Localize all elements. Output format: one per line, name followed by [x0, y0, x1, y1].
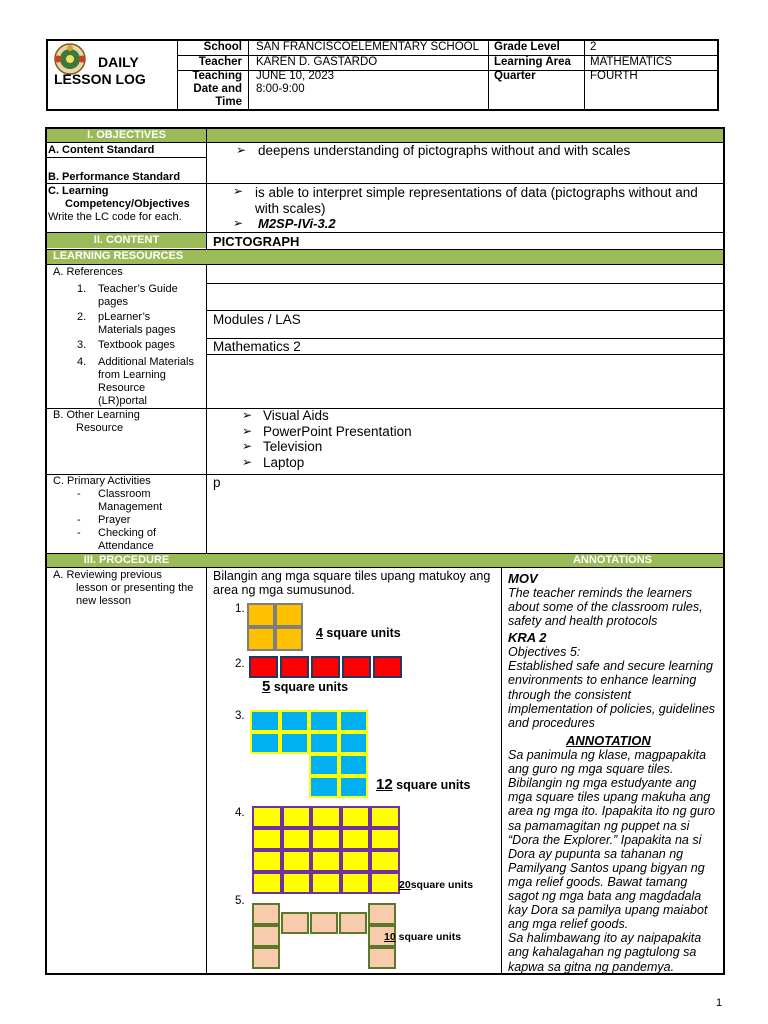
teaching-label-2: Date and	[193, 83, 242, 95]
instruction-1: Bilangin ang mga square tiles upang matukoy ang	[213, 569, 491, 583]
title-daily: DAILY	[98, 54, 139, 70]
competency-value-2: with scales)	[255, 201, 326, 216]
square-tile	[252, 850, 282, 872]
performance-standard-label: B. Performance Standard	[48, 171, 181, 183]
item-3-answer: 12 square units	[376, 776, 471, 793]
square-tile	[252, 903, 280, 925]
kra-text-6: and procedures	[508, 716, 595, 730]
bullet-arrow-icon: ➢	[233, 184, 244, 198]
square-tile	[341, 850, 371, 872]
other-label-2: Resource	[76, 422, 124, 434]
square-tile	[280, 656, 309, 678]
learning-area-label: Learning Area	[494, 56, 571, 68]
square-tile	[373, 656, 402, 678]
annotation-title: ANNOTATION	[566, 733, 651, 748]
annotation-text-11: sagot ng mga bata ang magdadala	[508, 889, 702, 903]
item-4-answer: 20square units	[399, 879, 474, 891]
other-item-1: Visual Aids	[263, 408, 329, 423]
square-tile	[252, 925, 280, 947]
square-tile	[339, 776, 369, 798]
item-4-num: 4.	[235, 807, 245, 819]
square-tile	[282, 850, 312, 872]
kra-text-1: Objectives 5:	[508, 645, 581, 659]
page-number: 1	[716, 997, 723, 1009]
square-tile	[247, 627, 275, 651]
learning-area-value: MATHEMATICS	[590, 56, 672, 68]
am-label-2: from Learning	[98, 369, 166, 381]
square-tile	[311, 872, 341, 894]
item-3-num: 3.	[235, 710, 245, 722]
lm-label-1: pLearner’s	[98, 311, 151, 323]
tg-label-1: Teacher’s Guide	[98, 283, 178, 295]
mov-text-3: safety and health protocols	[508, 614, 658, 628]
learning-resources-heading: LEARNING RESOURCES	[53, 250, 184, 262]
lm-label-2: Materials pages	[98, 324, 176, 336]
bullet-arrow-icon: ➢	[242, 424, 253, 438]
square-tile	[309, 710, 339, 732]
square-tile	[311, 656, 340, 678]
primary-item-4: Checking of	[98, 527, 157, 539]
primary-item-1: Classroom	[98, 488, 151, 500]
competency-label-1: C. Learning	[48, 185, 109, 197]
school-value: SAN FRANCISCOELEMENTARY SCHOOL	[256, 41, 480, 53]
kra-title: KRA 2	[508, 630, 547, 645]
step-a-label-1: A. Reviewing previous	[53, 569, 162, 581]
square-tile	[310, 912, 338, 934]
square-tile	[247, 603, 275, 627]
annotation-text-1: Sa panimula ng klase, magpapakita	[508, 748, 707, 762]
date-value: JUNE 10, 2023	[256, 70, 334, 82]
lc-code: M2SP-IVi-3.2	[258, 216, 336, 231]
annotation-text-14: Sa halimbawang ito ay naipapakita	[508, 931, 702, 946]
square-tile	[341, 872, 371, 894]
square-tile	[275, 603, 303, 627]
square-tile	[341, 828, 371, 850]
square-tile	[309, 732, 339, 754]
annotation-text-13: ang mga relief goods.	[508, 917, 629, 932]
content-standard-value: deepens understanding of pictographs without and with scales	[258, 143, 631, 158]
square-tile	[339, 912, 367, 934]
am-label-1: Additional Materials	[98, 356, 194, 368]
item-5-num: 5.	[235, 895, 245, 907]
other-item-3: Television	[263, 439, 323, 454]
other-item-2: PowerPoint Presentation	[263, 424, 412, 439]
square-tile	[249, 656, 278, 678]
time-value: 8:00-9:00	[256, 83, 305, 95]
teacher-value: KAREN D. GASTARDO	[256, 56, 378, 68]
square-tile	[275, 627, 303, 651]
square-tile	[368, 947, 396, 969]
annotation-text-9: Pamilyang Santos upang bigyan ng	[508, 860, 705, 875]
primary-value: p	[213, 475, 221, 490]
mov-text-1: The teacher reminds the learners	[508, 586, 693, 600]
square-tile	[370, 828, 400, 850]
procedure-heading: III. PROCEDURE	[83, 554, 170, 566]
mov-text-2: about some of the classroom rules,	[508, 600, 703, 614]
mov-title: MOV	[508, 571, 538, 586]
am-num: 4.	[77, 356, 87, 368]
teaching-label-3: Time	[215, 96, 242, 108]
references-label: A. References	[53, 266, 123, 278]
content-value: PICTOGRAPH	[213, 234, 300, 249]
kra-text-3: environments to enhance learning	[508, 673, 697, 688]
instruction-2: area ng mga sumusunod.	[213, 583, 355, 597]
item-1-answer: 4 square units	[316, 626, 401, 640]
item-2-num: 2.	[235, 658, 245, 670]
bullet-arrow-icon: ➢	[233, 216, 244, 230]
grade-level-value: 2	[590, 41, 597, 53]
tg-label-2: pages	[98, 296, 128, 308]
primary-item-2: Management	[98, 501, 163, 513]
annotation-text-8: Dora ay pupunta sa tahanan ng	[508, 846, 684, 861]
lm-num: 2.	[77, 311, 87, 323]
square-tile	[309, 776, 339, 798]
primary-item-3: Prayer	[98, 514, 131, 526]
square-tile	[280, 732, 310, 754]
square-tile	[339, 732, 369, 754]
item-1-num: 1.	[235, 603, 245, 615]
tg-num: 1.	[77, 283, 87, 295]
square-tile	[250, 732, 280, 754]
content-heading: II. CONTENT	[93, 234, 160, 246]
annotation-text-5: area ng mga ito. Ipapakita ito ng guro	[508, 804, 716, 819]
square-tile	[280, 710, 310, 732]
am-label-3: Resource	[98, 382, 146, 394]
teacher-label: Teacher	[198, 56, 242, 68]
square-tile	[252, 947, 280, 969]
annotation-text-4: mga square tiles upang makuha ang	[508, 790, 711, 805]
tb-num: 3.	[77, 339, 87, 351]
square-tile	[282, 828, 312, 850]
square-tile	[370, 872, 400, 894]
square-tile	[309, 754, 339, 776]
bullet-arrow-icon: ➢	[242, 408, 253, 422]
annotation-text-7: “Dora the Explorer.” Ipapakita na si	[508, 832, 702, 847]
title-lesson-log: LESSON LOG	[54, 71, 146, 87]
square-tile	[282, 872, 312, 894]
competency-value-1: is able to interpret simple representations of data (pictographs without and	[255, 185, 698, 200]
step-a-label-2: lesson or presenting the	[76, 582, 194, 594]
tb-label: Textbook pages	[98, 339, 176, 351]
square-tile	[311, 806, 341, 828]
content-standard-label: A. Content Standard	[48, 144, 155, 156]
annotation-text-16: kapwa sa gitna ng pandemya.	[508, 959, 675, 974]
competency-label-2: Competency/Objectives	[65, 198, 190, 210]
quarter-value: FOURTH	[590, 70, 638, 82]
competency-note: Write the LC code for each.	[48, 211, 182, 223]
square-tile	[281, 912, 309, 934]
square-tile	[252, 806, 282, 828]
square-tile	[342, 656, 371, 678]
square-tile	[252, 828, 282, 850]
bullet-arrow-icon: ➢	[242, 439, 253, 453]
square-tile	[339, 754, 369, 776]
primary-item-5: Attendance	[98, 540, 154, 552]
square-tile	[311, 850, 341, 872]
square-tile	[370, 806, 400, 828]
item-2-answer: 5 square units	[262, 678, 349, 695]
objectives-heading: I. OBJECTIVES	[87, 129, 166, 141]
square-tile	[252, 872, 282, 894]
annotation-text-3: Bibilangin ng mga estudyante ang	[508, 776, 697, 791]
annotation-text-2: ang guro ng mga square tiles.	[508, 762, 674, 777]
annotation-text-6: sa pamamagitan ng puppet na si	[508, 818, 690, 833]
other-item-4: Laptop	[263, 455, 305, 470]
lm-value: Modules / LAS	[213, 312, 301, 327]
primary-label: C. Primary Activities	[53, 475, 151, 487]
annotation-text-12: kay Dora sa pamilya upang maiabot	[508, 903, 708, 918]
square-tile	[370, 850, 400, 872]
tb-value: Mathematics 2	[213, 339, 301, 354]
kra-text-5: implementation of policies, guidelines	[508, 701, 716, 716]
annotations-heading: ANNOTATIONS	[572, 554, 653, 566]
other-label-1: B. Other Learning	[53, 409, 140, 421]
square-tile	[341, 806, 371, 828]
grade-level-label: Grade Level	[494, 41, 560, 53]
school-label: School	[203, 41, 242, 53]
square-tile	[250, 710, 280, 732]
bullet-arrow-icon: ➢	[236, 143, 247, 157]
square-tile	[282, 806, 312, 828]
kra-text-4: through the consistent	[508, 687, 631, 702]
item-5-answer: 10 square units	[384, 931, 462, 943]
kra-text-2: Established safe and secure learning	[508, 659, 713, 674]
annotation-text-15: ang kahalagahan ng pagtulong sa	[508, 945, 697, 960]
quarter-label: Quarter	[494, 70, 536, 82]
annotation-text-10: mga relief goods. Bawat tamang	[508, 874, 688, 889]
step-a-label-3: new lesson	[76, 595, 132, 607]
bullet-arrow-icon: ➢	[242, 455, 253, 469]
am-label-4: (LR)portal	[98, 395, 147, 407]
square-tile	[368, 903, 396, 925]
teaching-label-1: Teaching	[192, 70, 242, 82]
square-tile	[311, 828, 341, 850]
square-tile	[339, 710, 369, 732]
